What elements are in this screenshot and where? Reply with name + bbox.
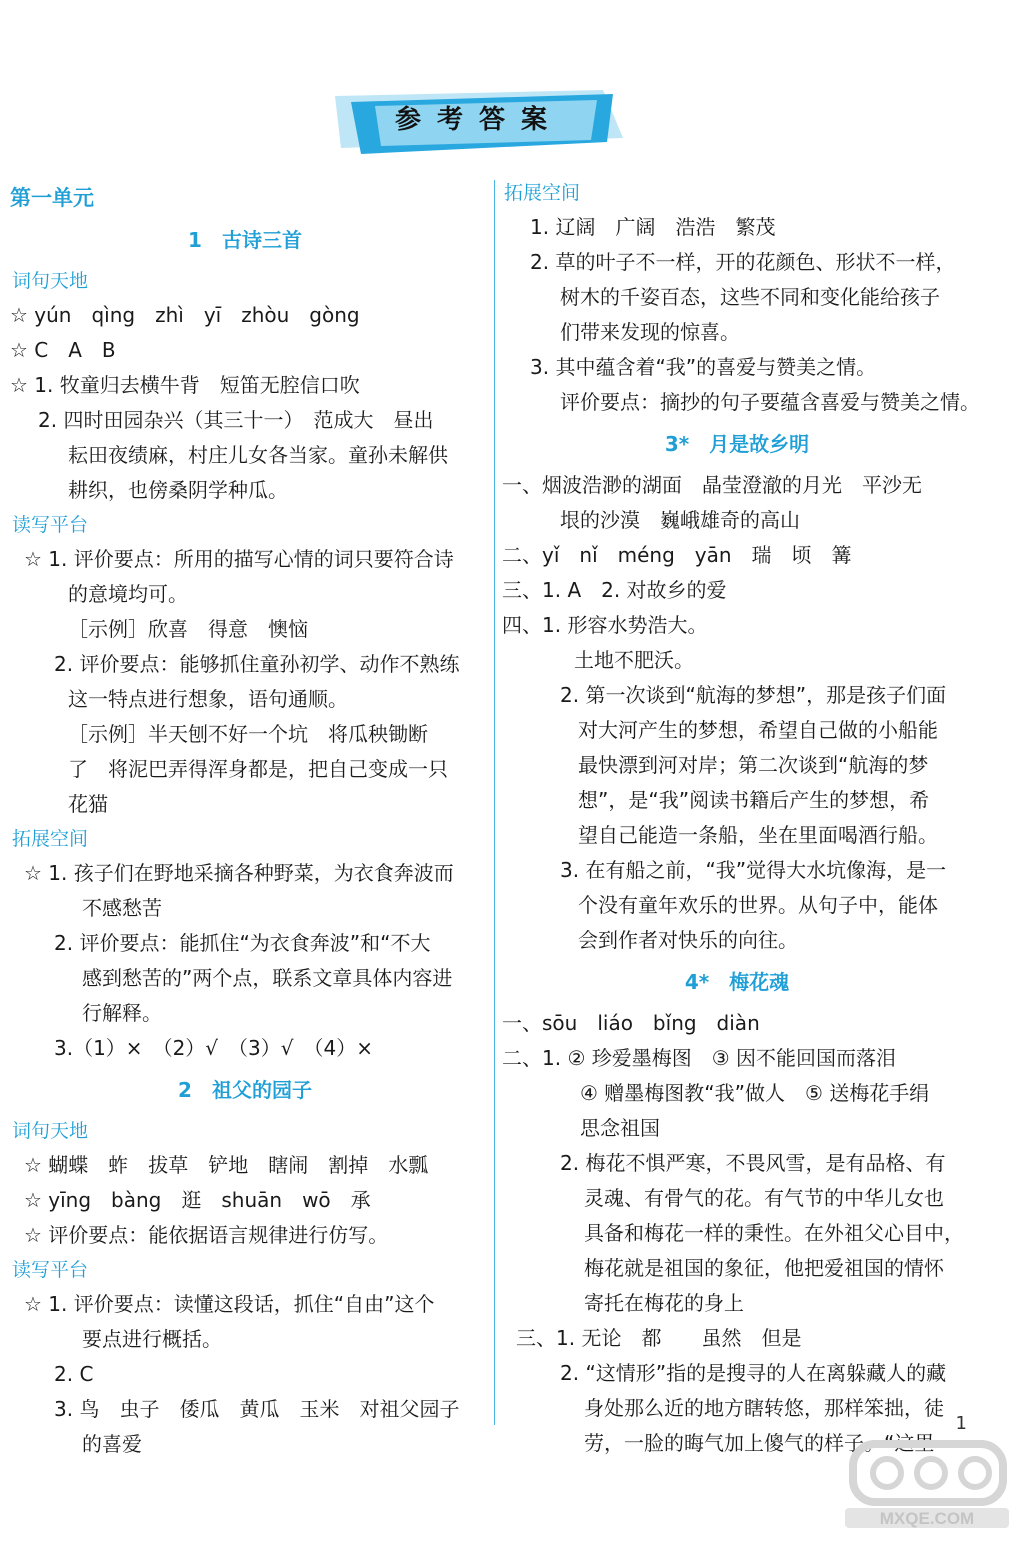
section-heading: 读写平台: [12, 514, 89, 536]
answer-line: 具备和梅花一样的秉性。在外祖父心目中，: [584, 1221, 964, 1245]
answer-line: 2. 梅花不惧严寒，不畏风雪，是有品格、有: [560, 1151, 946, 1175]
lesson-title: 4* 梅花魂: [684, 970, 790, 994]
answer-line: 的喜爱: [82, 1432, 142, 1456]
answer-line: ☆ C A B: [10, 338, 116, 362]
answer-line: 最快漂到河对岸；第二次谈到“航海的梦: [578, 753, 929, 777]
section-heading: 词句天地: [12, 1120, 89, 1142]
answer-line: 2. 第一次谈到“航海的梦想”，那是孩子们面: [560, 683, 947, 707]
answer-line: 3.（1）× （2）√ （3）√ （4）×: [54, 1036, 373, 1060]
answer-line: 不感愁苦: [82, 896, 162, 920]
answer-line: 要点进行概括。: [82, 1327, 222, 1351]
answer-line: 个没有童年欢乐的世界。从句子中，能体: [578, 893, 938, 917]
answer-line: 思念祖国: [580, 1116, 660, 1140]
answer-line: 花猫: [68, 792, 108, 816]
answer-line: 二、1. ② 珍爱墨梅图 ③ 因不能回国而落泪: [502, 1046, 897, 1070]
answer-line: 一、烟波浩渺的湖面 晶莹澄澈的月光 平沙无: [502, 473, 922, 497]
svg-text:MXQE.COM: MXQE.COM: [879, 1509, 975, 1528]
answer-line: 灵魂、有骨气的花。有气节的中华儿女也: [584, 1186, 944, 1210]
unit-title: 第一单元: [10, 186, 94, 210]
answer-line: 对大河产生的梦想，希望自己做的小船能: [578, 718, 938, 742]
answer-line: ［示例］欣喜 得意 懊恼: [68, 617, 308, 641]
answer-line: 四、1. 形容水势浩大。: [502, 613, 708, 637]
answer-line: 寄托在梅花的身上: [584, 1291, 744, 1315]
title-banner: [335, 90, 623, 160]
answer-line: 会到作者对快乐的向往。: [578, 928, 798, 952]
answer-line: 这一特点进行想象，语句通顺。: [68, 687, 348, 711]
answer-line: 耕织，也傍桑阴学种瓜。: [68, 478, 288, 502]
answer-line: 梅花就是祖国的象征，他把爱祖国的情怀: [584, 1256, 944, 1280]
answer-line: 一、sōu liáo bǐng diàn: [502, 1011, 760, 1035]
answer-line: 的意境均可。: [68, 582, 188, 606]
answer-line: 2. 四时田园杂兴（其三十一） 范成大 昼出: [38, 408, 434, 432]
answer-line: ☆ yīng bàng 逛 shuān wō 承: [24, 1188, 371, 1212]
answer-line: 3. 鸟 虫子 倭瓜 黄瓜 玉米 对祖父园子: [54, 1397, 460, 1421]
answer-line: 2. C: [54, 1362, 94, 1386]
answer-line: 身处那么近的地方瞎转悠，那样笨拙，徒: [584, 1396, 944, 1420]
section-heading: 读写平台: [12, 1259, 89, 1281]
watermark-icon: [841, 1432, 1013, 1532]
lesson-title: 2 祖父的园子: [178, 1078, 312, 1102]
answer-line: 评价要点：摘抄的句子要蕴含喜爱与赞美之情。: [560, 390, 980, 414]
answer-line: 2. 评价要点：能抓住“为衣食奔波”和“不大: [54, 931, 431, 955]
section-heading: 拓展空间: [12, 828, 89, 850]
answer-line: ☆ yún qìng zhì yī zhòu gòng: [10, 303, 360, 327]
section-heading: 拓展空间: [504, 182, 581, 204]
answer-line: ☆ 蝴蝶 蚱 拔草 铲地 瞎闹 割掉 水瓢: [24, 1153, 429, 1177]
answer-line: 土地不肥沃。: [574, 648, 694, 672]
answer-line: ☆ 1. 评价要点：所用的描写心情的词只要符合诗: [24, 547, 454, 571]
answer-line: 三、1. 无论 都 虽然 但是: [516, 1326, 802, 1350]
watermark-logo: [841, 1432, 1013, 1532]
page-title: 参考答案: [394, 105, 563, 135]
answer-line: ☆ 1. 孩子们在野地采摘各种野菜，为衣食奔波而: [24, 861, 454, 885]
answer-line: 三、1. A 2. 对故乡的爱: [502, 578, 727, 602]
left-column: [10, 180, 480, 1462]
answer-line: 行解释。: [82, 1001, 162, 1025]
answer-line: 了 将泥巴弄得浑身都是，把自己变成一只: [68, 757, 448, 781]
answer-line: ④ 赠墨梅图教“我”做人 ⑤ 送梅花手绢: [580, 1081, 930, 1105]
answer-line: 望自己能造一条船，坐在里面喝酒行船。: [578, 823, 938, 847]
answer-line: 们带来发现的惊喜。: [560, 320, 740, 344]
right-column: [502, 176, 980, 1461]
lesson-title: 1 古诗三首: [188, 228, 302, 252]
answer-line: ☆ 1. 评价要点：读懂这段话，抓住“自由”这个: [24, 1292, 435, 1316]
answer-line: 2. 草的叶子不一样，开的花颜色、形状不一样，: [530, 250, 956, 274]
answer-line: 3. 其中蕴含着“我”的喜爱与赞美之情。: [530, 355, 877, 379]
section-heading: 词句天地: [12, 270, 89, 292]
answer-line: 垠的沙漠 巍峨雄奇的高山: [560, 508, 800, 532]
answer-line: 2. “这情形”指的是搜寻的人在离躲藏人的藏: [560, 1361, 947, 1385]
answer-line: 想”，是“我”阅读书籍后产生的梦想，希: [578, 788, 930, 812]
column-divider: [494, 180, 495, 1425]
answer-line: 感到愁苦的”两个点，联系文章具体内容进: [82, 966, 453, 990]
answer-line: 1. 辽阔 广阔 浩浩 繁茂: [530, 215, 776, 239]
page-number: 1: [955, 1413, 967, 1434]
answer-line: 劳，一脸的晦气加上傻气的样子。“这里: [584, 1431, 935, 1455]
answer-line: 3. 在有船之前，“我”觉得大水坑像海，是一: [560, 858, 947, 882]
answer-line: 二、yǐ nǐ méng yān 瑞 顷 篝: [502, 543, 852, 567]
lesson-title: 3* 月是故乡明: [664, 432, 810, 456]
answer-line: ☆ 1. 牧童归去横牛背 短笛无腔信口吹: [10, 373, 360, 397]
answer-line: 2. 评价要点：能够抓住童孙初学、动作不熟练: [54, 652, 460, 676]
answer-line: 树木的千姿百态，这些不同和变化能给孩子: [560, 285, 940, 309]
answer-line: 耘田夜绩麻，村庄儿女各当家。童孙未解供: [68, 443, 448, 467]
answer-line: ☆ 评价要点：能依据语言规律进行仿写。: [24, 1223, 389, 1247]
answer-line: ［示例］半天刨不好一个坑 将瓜秧锄断: [68, 722, 428, 746]
